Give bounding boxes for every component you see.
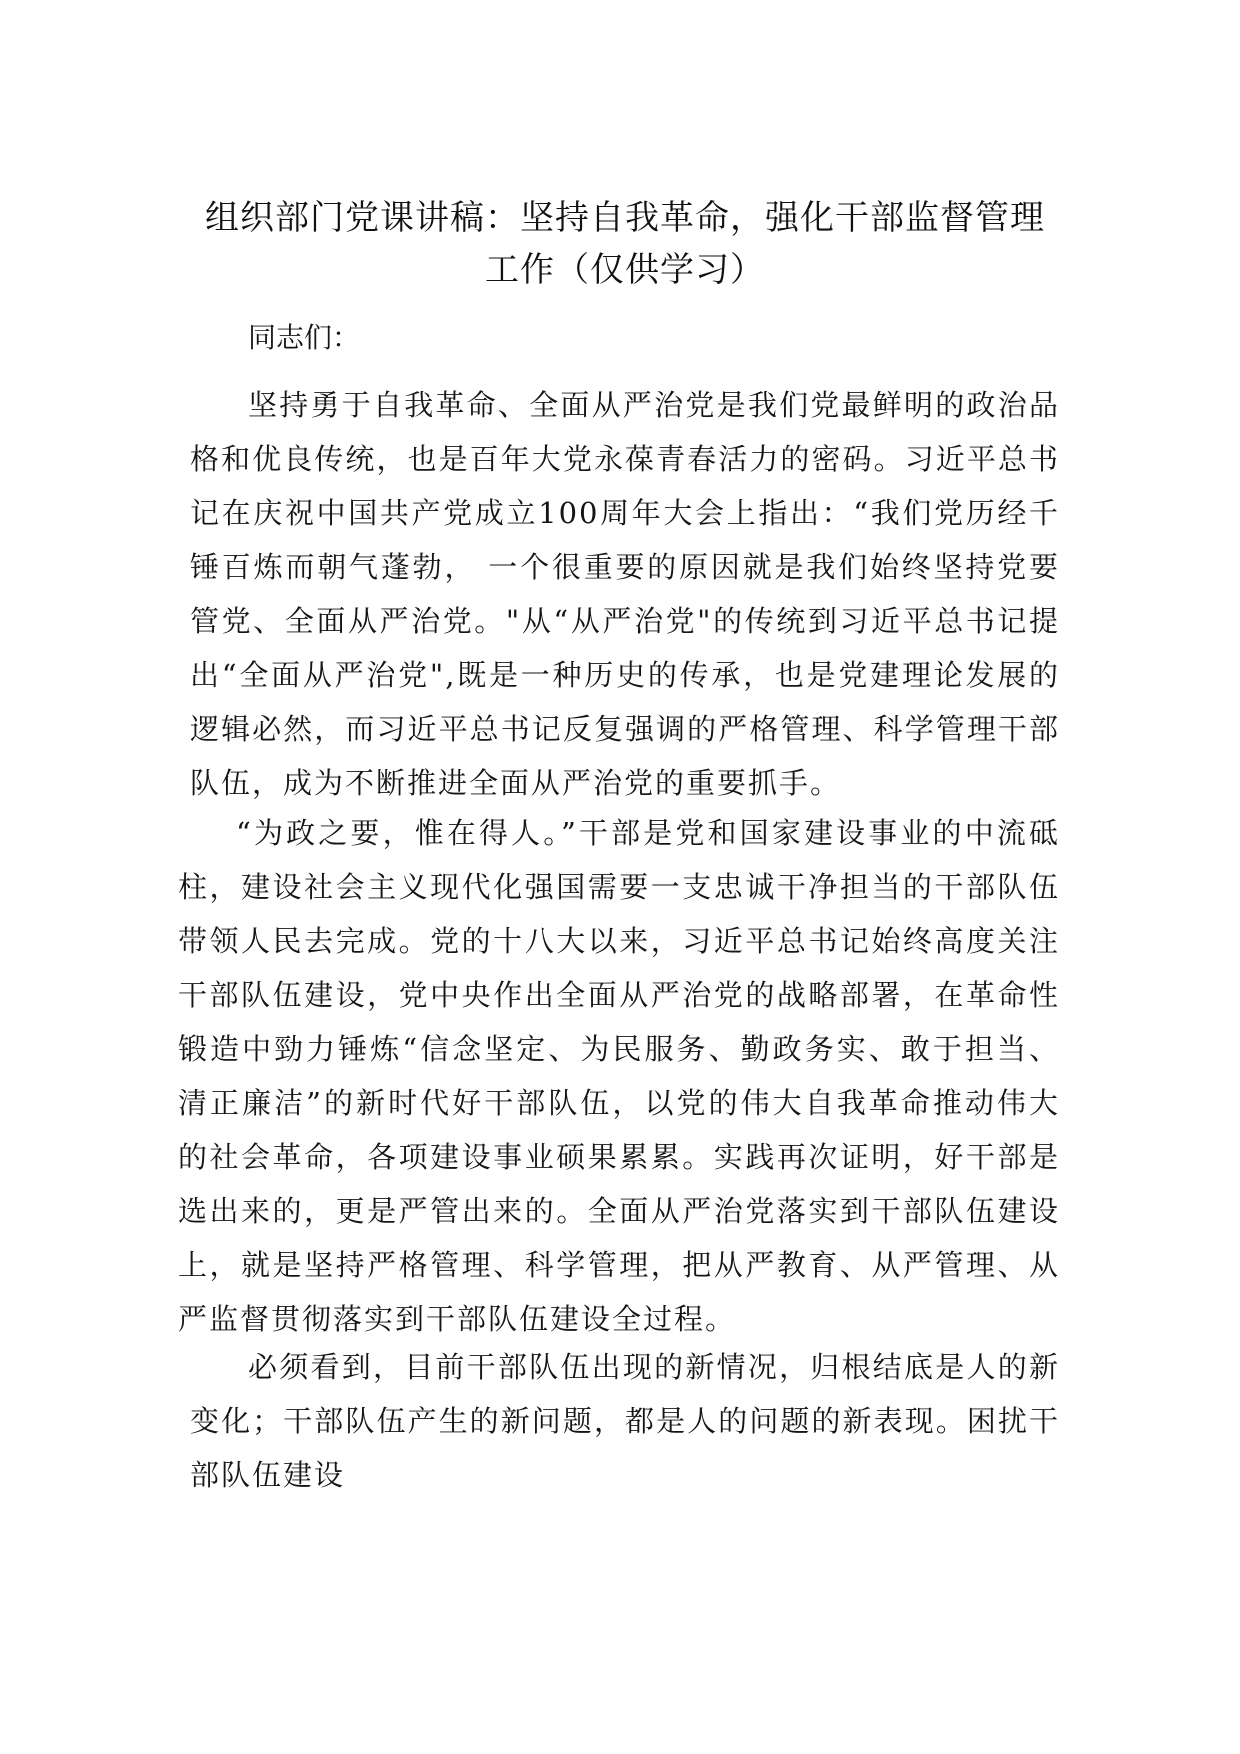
paragraph-3: 必须看到，目前干部队伍出现的新情况，归根结底是人的新变化；干部队伍产生的新问题，都是人的问题的新表现。困扰干部队伍建设 <box>190 1350 1060 1492</box>
salutation: 同志们： <box>248 321 361 354</box>
document-title: 组织部门党课讲稿：坚持自我革命，强化干部监督管理工作（仅供学习） <box>205 198 1045 290</box>
paragraph-1: 坚持勇于自我革命、全面从严治党是我们党最鲜明的政治品格和优良传统，也是百年大党永葆青春活力的密码。习近平总书记在庆祝中国共产党成立100周年大会上指出：“我们党历经千锤百炼而朝气蓬勃， 一个很重要的原因就是我们始终坚持党要管党、全面从严治党。"从“从严治党"的传统到习近平总书记提出“全面从严治党",既是一种历史的传承，也是党建理论发展的逻辑必然，而习近平总书记反复强调的严格管理、科学管理干部队伍，成为不断推进全面从严治党的重要抓手。 <box>190 388 1060 800</box>
paragraph-2: “为政之要，惟在得人。”干部是党和国家建设事业的中流砥柱，建设社会主义现代化强国需要一支忠诚干净担当的干部队伍带领人民去完成。党的十八大以来，习近平总书记始终高度关注干部队伍建设，党中央作出全面从严治党的战略部署，在革命性锻造中勁力锤炼“信念坚定、为民服务、勤政务实、敢于担当、清正廉洁”的新时代好干部队伍，以党的伟大自我革命推动伟大的社会革命，各项建设事业硕果累累。实践再次证明，好干部是选出来的，更是严管出来的。全面从严治党落实到干部队伍建设上，就是坚持严格管理、科学管理，把从严教育、从严管理、从严监督贯彻落实到干部队伍建设全过程。 <box>178 816 1060 1336</box>
